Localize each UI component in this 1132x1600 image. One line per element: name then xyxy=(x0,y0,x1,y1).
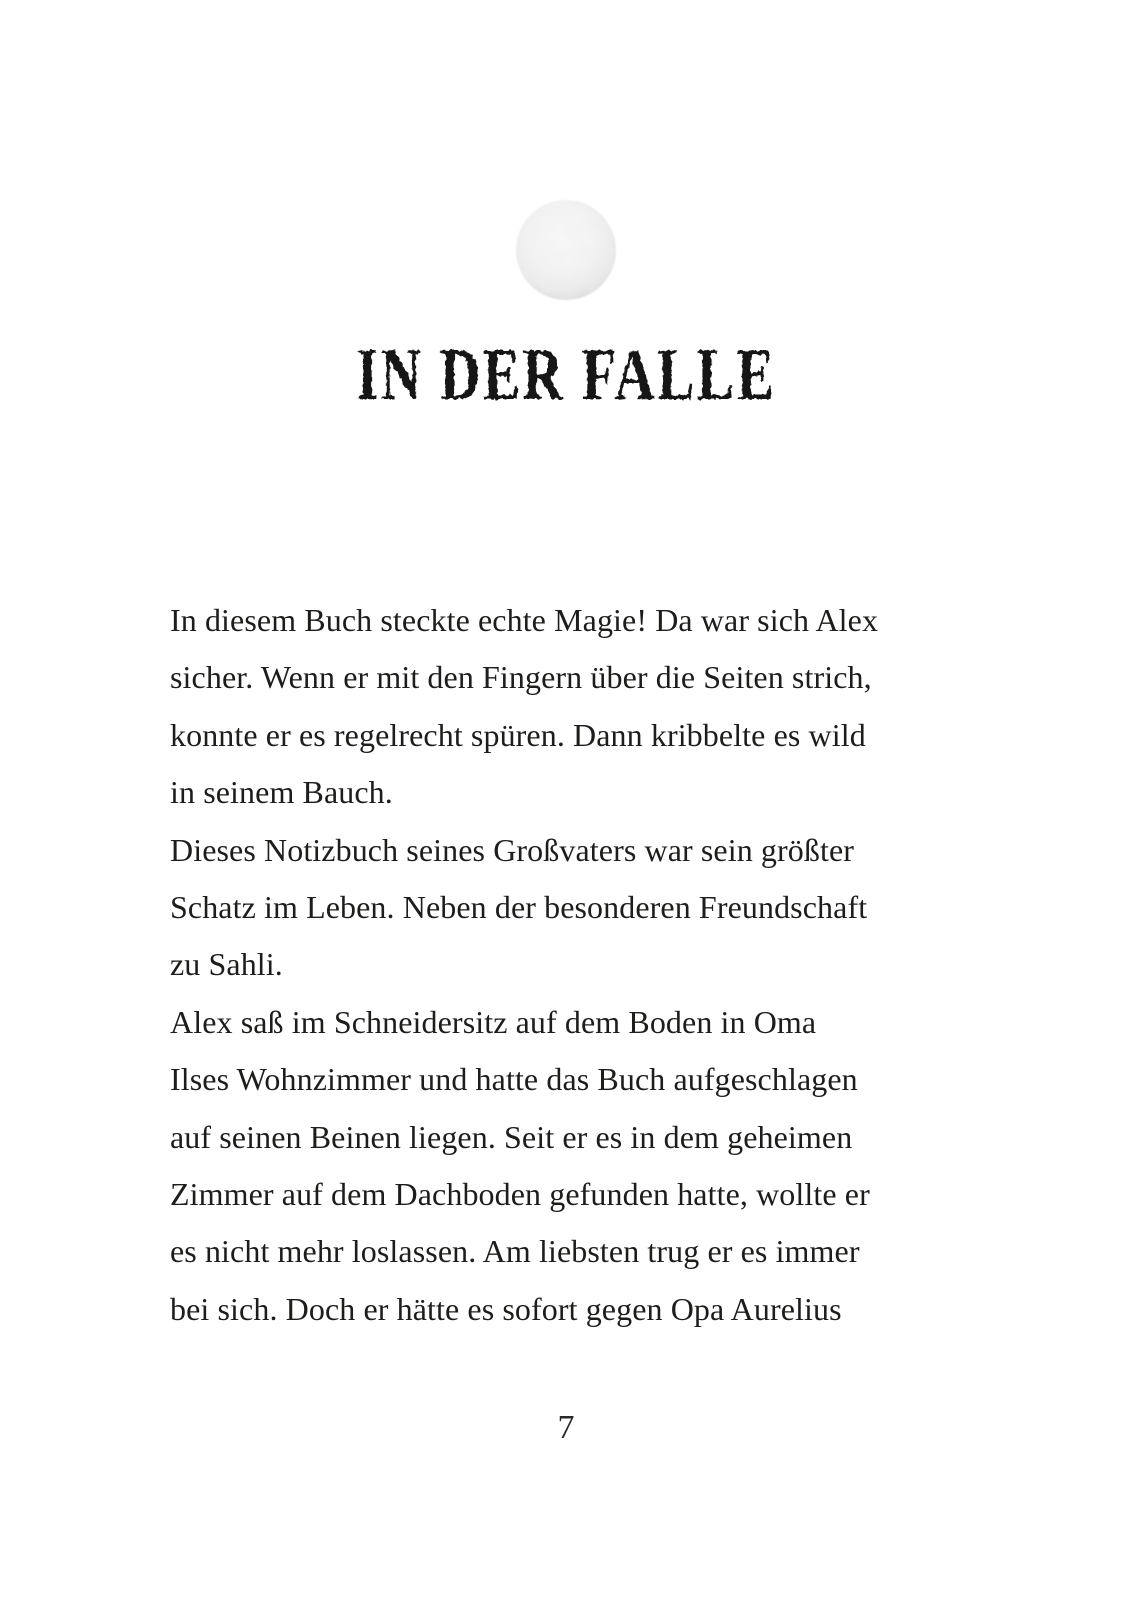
text-line: in seinem Bauch. xyxy=(170,774,393,811)
chapter-title-text: IN DER FALLE xyxy=(355,334,777,416)
text-line: Alex saß im Schneidersitz auf dem Boden in Oma xyxy=(170,1003,817,1040)
body-text xyxy=(170,592,1010,1338)
page-number: 7 xyxy=(557,1409,575,1446)
paragraph xyxy=(170,592,1010,822)
text-line: sicher. Wenn er mit den Fingern über die Seiten strich, xyxy=(170,659,872,696)
text-line: es nicht mehr loslassen. Am liebsten trug er es immer xyxy=(170,1233,860,1270)
text-line: auf seinen Beinen liegen. Seit er es in dem geheimen xyxy=(170,1118,853,1155)
paragraph xyxy=(170,994,1010,1338)
text-line: Ilses Wohnzimmer und hatte das Buch aufgeschlagen xyxy=(170,1061,858,1098)
text-line: Zimmer auf dem Dachboden gefunden hatte, wollte er xyxy=(170,1176,870,1213)
moon-icon xyxy=(514,198,618,302)
text-line: Dieses Notizbuch seines Großvaters war sein größter xyxy=(170,831,855,868)
text-line: In diesem Buch steckte echte Magie! Da war sich Alex xyxy=(170,602,879,638)
text-line: Schatz im Leben. Neben der besonderen Freundschaft xyxy=(170,889,868,926)
chapter-title xyxy=(0,334,1132,416)
text-line: zu Sahli. xyxy=(170,946,283,983)
paragraph xyxy=(170,822,1010,994)
text-line: bei sich. Doch er hätte es sofort gegen Opa Aurelius xyxy=(170,1290,842,1327)
text-line: konnte er es regelrecht spüren. Dann kribbelte es wild xyxy=(170,716,866,753)
moon-illustration xyxy=(514,198,618,302)
